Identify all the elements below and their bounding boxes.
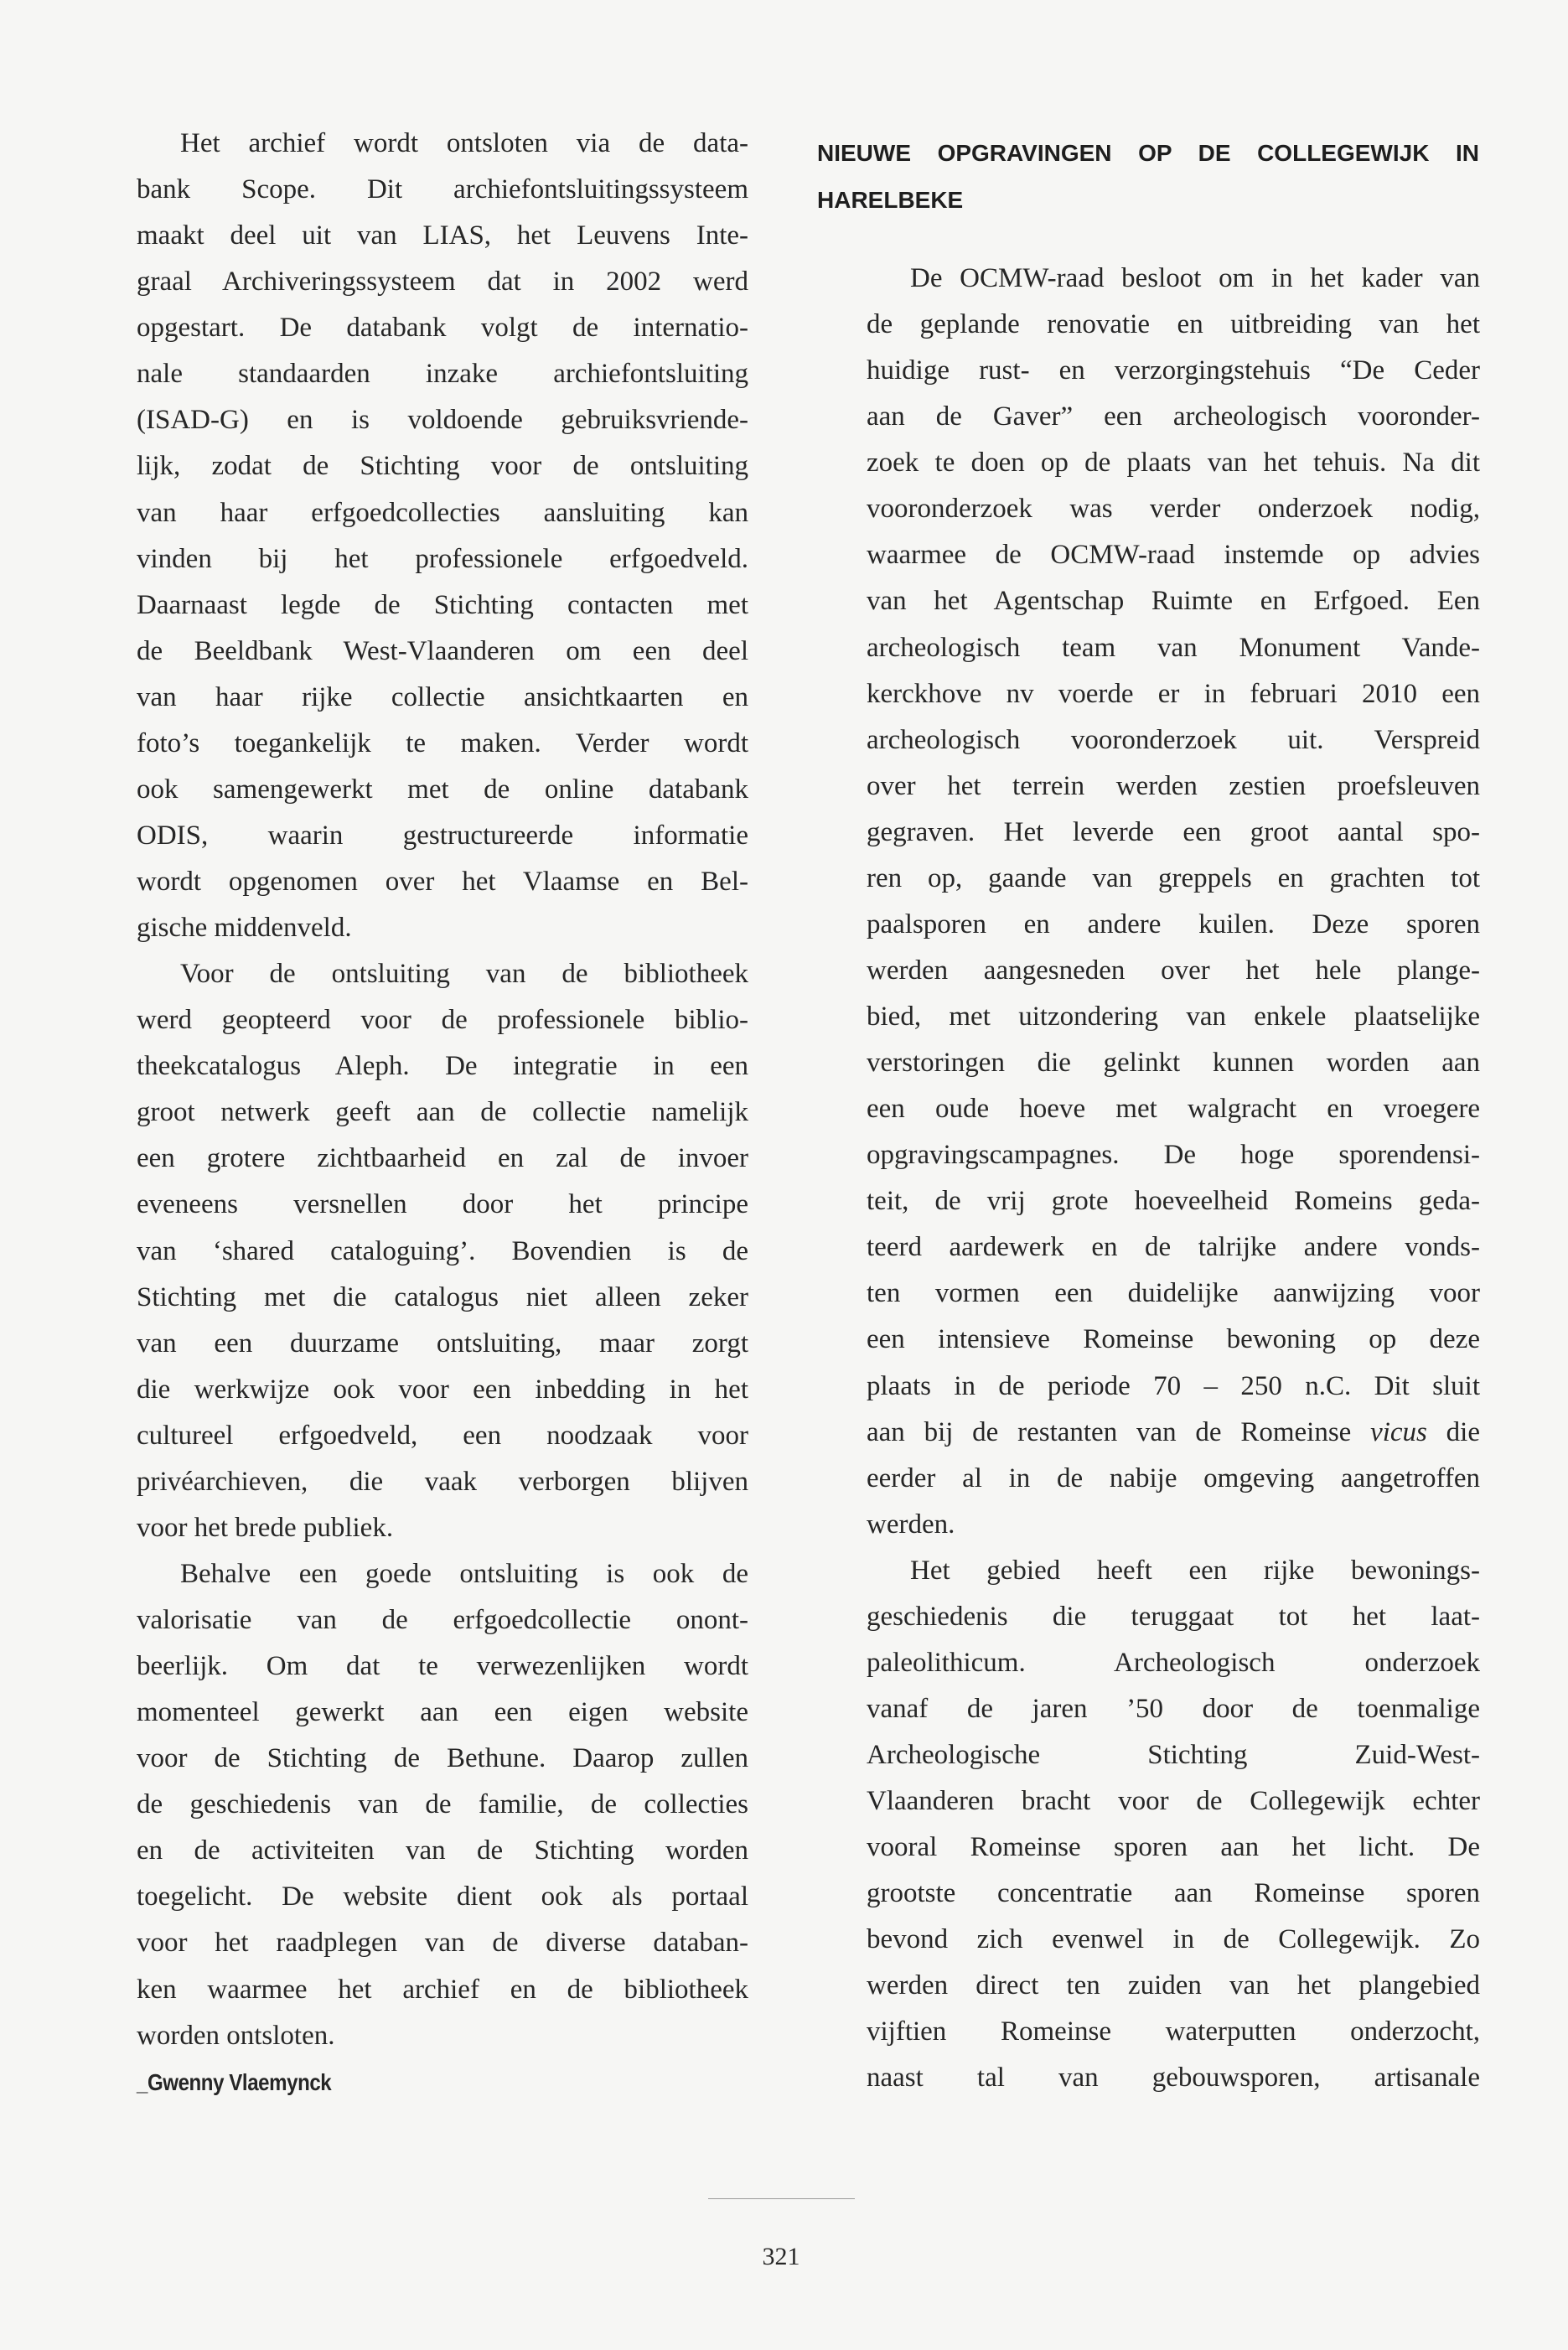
text-line: van het Agentschap Ruimte en Erfgoed. Een: [867, 586, 1480, 617]
text-line: over het terrein werden zestien proefsleuven: [867, 770, 1480, 801]
text-line: bevond zich evenwel in de Collegewijk. Zo: [867, 1924, 1480, 1955]
text-line: verstoringen die gelinkt kunnen worden aan: [867, 1048, 1480, 1079]
text-line: een grotere zichtbaarheid en zal de invoer: [137, 1143, 748, 1174]
text-line: vinden bij het professionele erfgoedveld.: [137, 543, 748, 574]
footer-rule: [708, 2198, 855, 2199]
text-line: grootste concentratie aan Romeinse sporen: [867, 1878, 1480, 1909]
text-line: bank Scope. Dit archiefontsluitingssysteem: [137, 174, 748, 205]
text-line: teerd aardewerk en de talrijke andere vonds-: [867, 1232, 1480, 1263]
text-line: Vlaanderen bracht voor de Collegewijk echter: [867, 1786, 1480, 1817]
text-line: kerckhove nv voerde er in februari 2010 een: [867, 678, 1480, 709]
text-line: voor het brede publiek.: [137, 1512, 394, 1543]
text-line: de geplande renovatie en uitbreiding van het: [867, 309, 1480, 340]
text-line: teit, de vrij grote hoeveelheid Romeins geda-: [867, 1186, 1480, 1217]
text-line: een intensieve Romeinse bewoning op deze: [867, 1324, 1480, 1355]
text-line: [867, 1410, 1480, 1456]
text-line: theekcatalogus Aleph. De integratie in een: [137, 1051, 748, 1082]
text-line: eveneens versnellen door het principe: [137, 1189, 748, 1220]
text-line: gische middenveld.: [137, 913, 352, 944]
text-line: Het archief wordt ontsloten via de data-: [180, 128, 748, 158]
text-line: ren op, gaande van greppels en grachten tot: [867, 862, 1480, 893]
text-line: Daarnaast legde de Stichting contacten met: [137, 589, 748, 620]
text-line: voor het raadplegen van de diverse databan-: [137, 1928, 748, 1959]
text-line: Het gebied heeft een rijke bewonings-: [910, 1555, 1480, 1586]
text-line: naast tal van gebouwsporen, artisanale: [867, 2063, 1480, 2094]
text-line: ken waarmee het archief en de bibliotheek: [137, 1974, 748, 2005]
page-number: 321: [762, 2243, 800, 2270]
text-line: foto’s toegankelijk te maken. Verder wordt: [137, 727, 748, 758]
text-line: opgestart. De databank volgt de internatio-: [137, 313, 748, 344]
text-line: huidige rust- en verzorgingstehuis “De Ceder: [867, 355, 1480, 386]
text-line: opgravingscampagnes. De hoge sporendensi-: [867, 1140, 1480, 1171]
text-line: vijftien Romeinse waterputten onderzocht,: [867, 2016, 1480, 2047]
text-line: een oude hoeve met walgracht en vroegere: [867, 1094, 1480, 1125]
text-line: geschiedenis die teruggaat tot het laat-: [867, 1601, 1480, 1632]
right-column: [867, 256, 1480, 2102]
text-segment: die: [1426, 1416, 1480, 1447]
text-line: de geschiedenis van de familie, de collecties: [137, 1789, 748, 1820]
text-line: privéarchieven, die vaak verborgen blijven: [137, 1466, 748, 1497]
text-line: paalsporen en andere kuilen. Deze sporen: [867, 908, 1480, 939]
text-line: beerlijk. Om dat te verwezenlijken wordt: [137, 1651, 748, 1682]
text-line: Archeologische Stichting Zuid-West-: [867, 1740, 1480, 1770]
italic-term: vicus: [1370, 1416, 1427, 1447]
text-line: lijk, zodat de Stichting voor de ontsluiting: [137, 451, 748, 482]
text-line: archeologisch team van Monument Vande-: [867, 632, 1480, 663]
text-line: valorisatie van de erfgoedcollectie onont-: [137, 1605, 748, 1635]
text-line: de Beeldbank West-Vlaanderen om een deel: [137, 635, 748, 666]
text-line: werden aangesneden over het hele plange-: [867, 955, 1480, 986]
text-line: van haar erfgoedcollecties aansluiting kan: [137, 497, 748, 528]
heading-line: HARELBEKE: [817, 187, 964, 213]
text-line: Stichting met die catalogus niet alleen zeker: [137, 1281, 748, 1312]
text-line: voor de Stichting de Bethune. Daarop zullen: [137, 1743, 748, 1774]
text-line: van ‘shared cataloguing’. Bovendien is de: [137, 1235, 748, 1266]
text-line: werden.: [867, 1509, 955, 1540]
text-line: (ISAD-G) en is voldoende gebruiksvriende-: [137, 405, 748, 436]
text-line: ODIS, waarin gestructureerde informatie: [137, 820, 748, 851]
text-line: plaats in de periode 70 – 250 n.C. Dit sluit: [867, 1370, 1480, 1401]
text-line: cultureel erfgoedveld, een noodzaak voor: [137, 1420, 748, 1451]
text-line: toegelicht. De website dient ook als portaal: [137, 1882, 748, 1913]
text-line: eerder al in de nabije omgeving aangetroffen: [867, 1462, 1480, 1493]
text-line: ook samengewerkt met de online databank: [137, 774, 748, 805]
left-column: [137, 121, 748, 2105]
text-line: De OCMW-raad besloot om in het kader van: [910, 263, 1480, 293]
text-line: wordt opgenomen over het Vlaamse en Bel-: [137, 867, 748, 897]
text-line: Behalve een goede ontsluiting is ook de: [180, 1558, 748, 1589]
text-line: vooral Romeinse sporen aan het licht. De: [867, 1832, 1480, 1863]
text-line: Voor de ontsluiting van de bibliotheek: [180, 959, 748, 990]
text-line: worden ontsloten.: [137, 2020, 335, 2051]
text-line: momenteel gewerkt aan een eigen website: [137, 1697, 748, 1728]
text-line: nale standaarden inzake archiefontsluiting: [137, 359, 748, 390]
text-line: bied, met uitzondering van enkele plaatselijke: [867, 1002, 1480, 1032]
text-line: vooronderzoek was verder onderzoek nodig,: [867, 494, 1480, 525]
text-line: archeologisch vooronderzoek uit. Verspreid: [867, 724, 1480, 755]
author-signature: _Gwenny Vlaemynck: [137, 2068, 332, 2095]
text-line: werd geopteerd voor de professionele biblio-: [137, 1005, 748, 1036]
text-line: groot netwerk geeft aan de collectie namelijk: [137, 1097, 748, 1128]
text-line: gegraven. Het leverde een groot aantal spo-: [867, 816, 1480, 847]
heading-line: NIEUWE OPGRAVINGEN OP DE COLLEGEWIJK IN: [817, 140, 1479, 166]
text-line: aan de Gaver” een archeologisch vooronder-: [867, 401, 1480, 432]
text-segment: aan bij de restanten van de Romeinse: [867, 1416, 1371, 1447]
text-line: van een duurzame ontsluiting, maar zorgt: [137, 1328, 748, 1359]
text-line: waarmee de OCMW-raad instemde op advies: [867, 540, 1480, 571]
text-line: werden direct ten zuiden van het plangebied: [867, 1970, 1480, 2001]
section-heading: [817, 130, 1479, 224]
text-line: van haar rijke collectie ansichtkaarten en: [137, 681, 748, 712]
text-line: die werkwijze ook voor een inbedding in het: [137, 1374, 748, 1405]
text-line: graal Archiveringssysteem dat in 2002 werd: [137, 267, 748, 298]
text-line: en de activiteiten van de Stichting worden: [137, 1835, 748, 1866]
text-line: maakt deel uit van LIAS, het Leuvens Inte-: [137, 220, 748, 251]
text-line: paleolithicum. Archeologisch onderzoek: [867, 1647, 1480, 1678]
text-line: zoek te doen op de plaats van het tehuis. Na dit: [867, 448, 1480, 479]
text-line: vanaf de jaren ’50 door de toenmalige: [867, 1693, 1480, 1724]
text-line: ten vormen een duidelijke aanwijzing voor: [867, 1278, 1480, 1309]
